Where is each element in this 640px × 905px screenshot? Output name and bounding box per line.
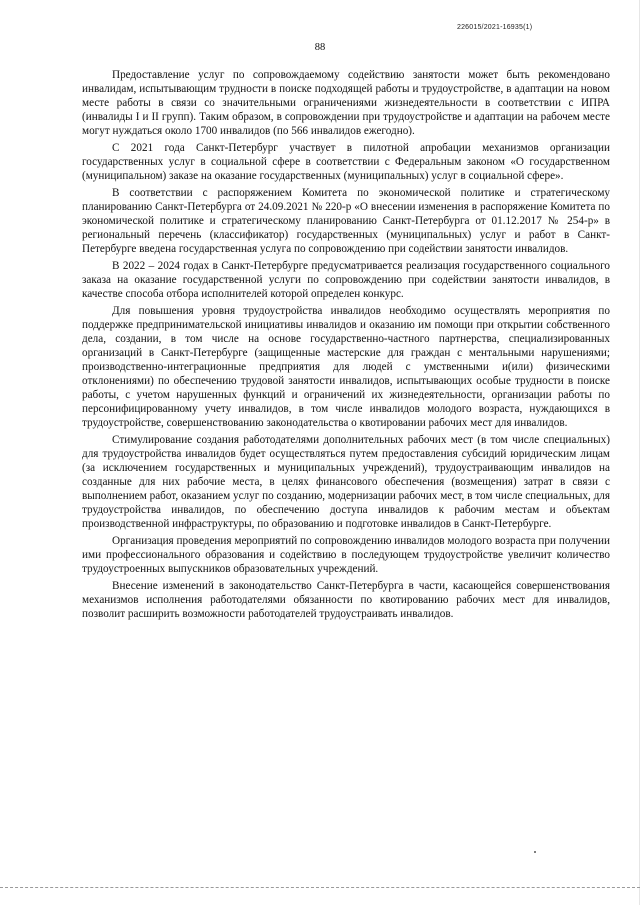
paragraph-supported-employment: Предоставление услуг по сопровождаемому содействию занятости может быть рекомендовано инвалидам, испытывающим трудности в поиске подходящей работы и трудоустройстве, в адаптации на новом месте работы в связи со значительными ограничениями жизнедеятельности в соответствии с ИПРА (инвалиды I и II групп). Таким образом, в сопровождении при трудоустройстве и адаптации на рабочем месте могут нуждаться около 1700 инвалидов (по 566 инвалидов ежегодно).: [82, 69, 610, 137]
paragraph-young-disabled-support: Организация проведения мероприятий по сопровождению инвалидов молодого возраста при получении ими профессионального образования и содействию в последующем трудоустройстве увеличит количество трудоустроенных выпускников образовательных учреждений.: [82, 535, 610, 575]
paragraph-committee-order: В соответствии с распоряжением Комитета по экономической политике и стратегическому планированию Санкт-Петербурга от 24.09.2021 № 220-р «О внесении изменения в распоряжение Комитета по экономической политике и стратегическому планированию Санкт-Петербурга от 01.12.2017 № 254-р» в региональный перечень (классификатор) государственных (муниципальных) услуг и работ в Санкт-Петербурге введена государственная услуга по сопровождению при содействии занятости инвалидов.: [82, 187, 610, 255]
paragraph-legislation-changes: Внесение изменений в законодательство Санкт-Петербурга в части, касающейся совершенствования механизмов исполнения работодателями обязанности по квотированию рабочих мест для инвалидов, позволит расширить возможности работодателей трудоустраивать инвалидов.: [82, 580, 610, 620]
paragraph-workplace-subsidies: Стимулирование создания работодателями дополнительных рабочих мест (в том числе специальных) для трудоустройства инвалидов будет осуществляться путем предоставления субсидий юридическим лицам (за исключением государственных и муниципальных учреждений), трудоустраивающим инвалидов на созданные для них рабочие места, в целях финансового обеспечения (возмещения) затрат в связи с выполнением работ, оказанием услуг по созданию, модернизации рабочих мест, в том числе специальных, для трудоустройства инвалидов, по обеспечению доступа инвалидов к рабочим местам и объектам производственной инфраструктуры, по образованию и подготовке инвалидов в Санкт-Петербурге.: [82, 434, 610, 530]
page-number: 88: [314, 42, 326, 53]
document-body: [82, 68, 610, 624]
document-id: 226015/2021-16935(1): [457, 24, 533, 31]
page-bottom-edge: [0, 887, 640, 888]
scan-speck: [534, 851, 536, 853]
paragraph-social-order-2022-2024: В 2022 – 2024 годах в Санкт-Петербурге предусматривается реализация государственного социального заказа на оказание государственной услуги по сопровождению при содействии занятости инвалидов, в качестве способа отбора исполнителей которой определен конкурс.: [82, 260, 610, 300]
paragraph-pilot-approbation: С 2021 года Санкт-Петербург участвует в пилотной апробации механизмов организации государственных услуг в социальной сфере в соответствии с Федеральным законом «О государственном (муниципальном) заказе на оказание государственных (муниципальных) услуг в социальной сфере».: [82, 142, 610, 182]
paragraph-employment-measures: Для повышения уровня трудоустройства инвалидов необходимо осуществлять мероприятия по поддержке предпринимательской инициативы инвалидов и оказанию им помощи при открытии собственного дела, создании, в том числе на основе государственно-частного партнерства, специализированных организаций в Санкт-Петербурге (защищенные мастерские для граждан с ментальными нарушениями; производственно-интеграционные предприятия для людей с умственными и(или) физическими отклонениями) по обеспечению трудовой занятости инвалидов, испытывающих особые трудности в поиске работы, с учетом нарушенных функций и ограничений их жизнедеятельности, организации работы по персонифицированному учету инвалидов, в том числе инвалидов молодого возраста, нуждающихся в трудоустройстве, совершенствованию законодательства о квотировании рабочих мест для инвалидов.: [82, 305, 610, 429]
